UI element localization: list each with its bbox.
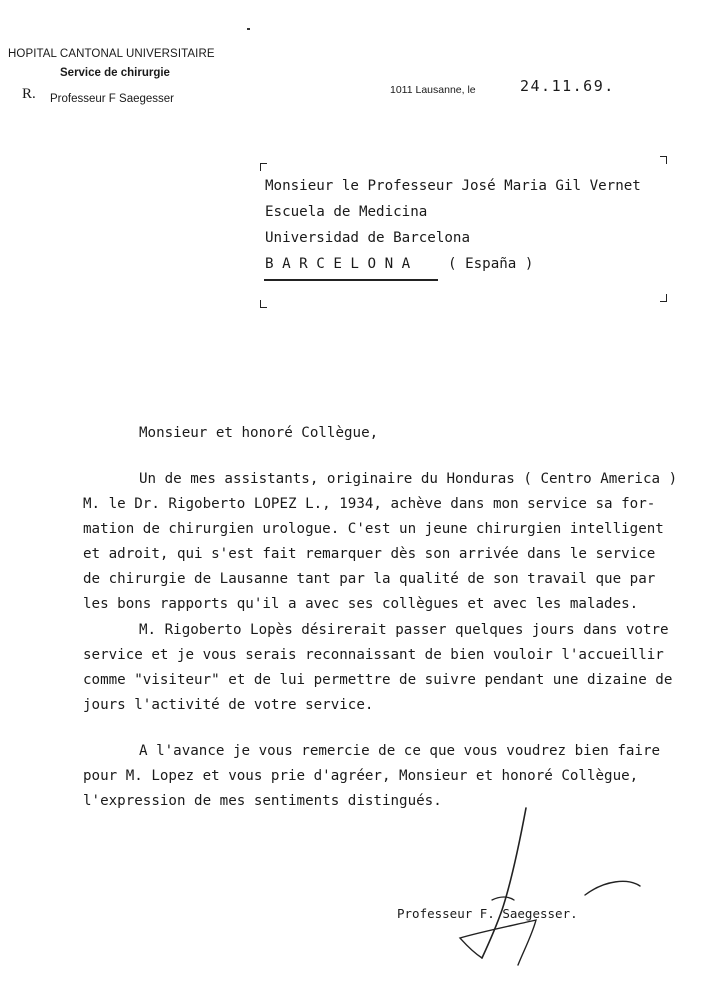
body-line: jours l'activité de votre service.: [83, 697, 374, 713]
body-line: et adroit, qui s'est fait remarquer dès son arrivée dans le service: [83, 546, 656, 562]
body-line: l'expression de mes sentiments distingués.: [83, 793, 442, 809]
address-corner-bottom-right: [660, 294, 667, 302]
closing-name: Professeur F. Saegesser.: [397, 906, 578, 921]
address-corner-top-left: [260, 163, 267, 171]
body-line: Un de mes assistants, originaire du Honduras ( Centro America ): [139, 471, 678, 487]
address-line: Universidad de Barcelona: [265, 230, 470, 246]
body-line: service et je vous serais reconnaissant de bien vouloir l'accueillir: [83, 647, 664, 663]
letter-date: 24.11.69.: [520, 77, 615, 95]
address-line: Monsieur le Professeur José Maria Gil Vernet: [265, 178, 641, 194]
address-line: Escuela de Medicina: [265, 204, 428, 220]
city-underline: [264, 279, 438, 281]
body-line: de chirurgie de Lausanne tant par la qualité de son travail que par: [83, 571, 656, 587]
body-line: comme "visiteur" et de lui permettre de suivre pendant une dizaine de: [83, 672, 673, 688]
body-line: les bons rapports qu'il a avec ses collègues et avec les malades.: [83, 596, 639, 612]
address-country: ( España ): [448, 256, 534, 272]
place-label: 1011 Lausanne, le: [390, 84, 476, 96]
address-city: B A R C E L O N A: [265, 256, 411, 272]
page-mark: [247, 28, 250, 30]
service-name: Service de chirurgie: [60, 67, 170, 79]
reference-mark: R.: [22, 86, 36, 102]
professor-name: Professeur F Saegesser: [50, 93, 175, 105]
institution-name: HOPITAL CANTONAL UNIVERSITAIRE: [8, 48, 215, 60]
salutation: Monsieur et honoré Collègue,: [139, 425, 379, 441]
address-corner-bottom-left: [260, 300, 267, 308]
body-line: pour M. Lopez et vous prie d'agréer, Monsieur et honoré Collègue,: [83, 768, 639, 784]
body-line: M. le Dr. Rigoberto LOPEZ L., 1934, achève dans mon service sa for-: [83, 496, 656, 512]
signature-mark: [440, 800, 650, 975]
body-line: A l'avance je vous remercie de ce que vous voudrez bien faire: [139, 743, 661, 759]
body-line: mation de chirurgien urologue. C'est un jeune chirurgien intelligent: [83, 521, 664, 537]
body-line: M. Rigoberto Lopès désirerait passer quelques jours dans votre: [139, 622, 669, 638]
address-corner-top-right: [660, 156, 667, 164]
